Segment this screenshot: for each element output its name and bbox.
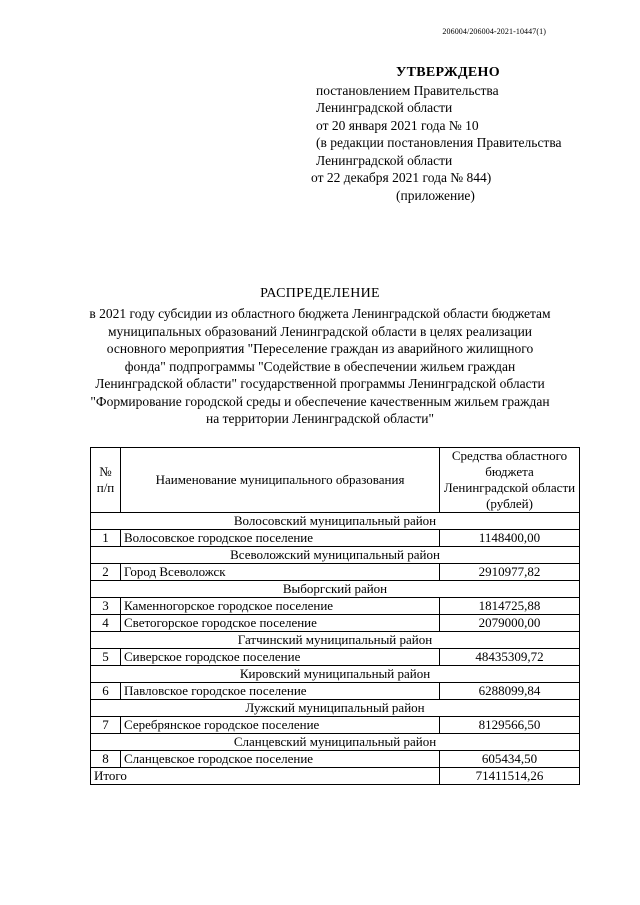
row-name: Сланцевское городское поселение (121, 751, 440, 768)
header-name: Наименование муниципального образования (121, 448, 440, 513)
district-row (91, 581, 580, 598)
document-title: РАСПРЕДЕЛЕНИЕ (260, 286, 380, 301)
approval-title: УТВЕРЖДЕНО (396, 65, 500, 80)
row-sum: 6288099,84 (440, 683, 580, 700)
district-name: Кировский муниципальный район (91, 666, 580, 683)
row-num: 5 (91, 649, 121, 666)
row-sum: 2910977,82 (440, 564, 580, 581)
approval-line: постановлением Правительства (316, 82, 499, 98)
header-sum: Средства областного бюджета Ленинградской области (рублей) (440, 448, 580, 513)
row-name: Серебрянское городское поселение (121, 717, 440, 734)
table-row (91, 564, 580, 581)
subtitle-line: в 2021 году субсидии из областного бюджета Ленинградской области бюджетам (89, 306, 551, 321)
header-num: № п/п (91, 448, 121, 513)
district-row (91, 734, 580, 751)
subtitle-line: на территории Ленинградской области" (206, 411, 434, 426)
table-row (91, 683, 580, 700)
subtitle-line: основного мероприятия "Переселение граждан из аварийного жилищного (106, 341, 534, 356)
row-num: 3 (91, 598, 121, 615)
row-num: 2 (91, 564, 121, 581)
row-sum: 8129566,50 (440, 717, 580, 734)
row-sum: 1814725,88 (440, 598, 580, 615)
row-name: Светогорское городское поселение (121, 615, 440, 632)
row-name: Каменногорское городское поселение (121, 598, 440, 615)
row-sum: 2079000,00 (440, 615, 580, 632)
district-name: Всеволожский муниципальный район (91, 547, 580, 564)
approval-line: (приложение) (396, 187, 475, 203)
total-row (91, 768, 580, 785)
district-row (91, 632, 580, 649)
district-name: Лужский муниципальный район (91, 700, 580, 717)
row-name: Сиверское городское поселение (121, 649, 440, 666)
table-row (91, 717, 580, 734)
row-num: 4 (91, 615, 121, 632)
row-num: 7 (91, 717, 121, 734)
approval-line: Ленинградской области (316, 100, 453, 115)
subtitle-line: фонда" подпрограммы "Содействие в обеспечении жильем граждан (124, 358, 516, 374)
district-row (91, 513, 580, 530)
row-sum: 605434,50 (440, 751, 580, 768)
subtitle-line: "Формирование городской среды и обеспечение качественным жильем граждан (90, 393, 550, 409)
district-name: Сланцевский муниципальный район (91, 734, 580, 751)
row-name: Павловское городское поселение (121, 683, 440, 700)
approval-line: от 20 января 2021 года № 10 (316, 117, 479, 133)
table-header-row (91, 448, 580, 513)
distribution-table (90, 447, 580, 785)
subtitle-line: муниципальных образований Ленинградской области в целях реализации (107, 323, 533, 339)
row-name: Город Всеволожск (121, 564, 440, 581)
table-row (91, 598, 580, 615)
district-row (91, 666, 580, 683)
subtitle-line: Ленинградской области" государственной программы Ленинградской области (95, 376, 545, 391)
row-sum: 48435309,72 (440, 649, 580, 666)
table-row (91, 615, 580, 632)
row-num: 1 (91, 530, 121, 547)
document-subtitle (86, 305, 554, 428)
district-row (91, 700, 580, 717)
document-code: 206004/206004-2021-10447(1) (442, 27, 546, 36)
district-row (91, 547, 580, 564)
approval-line: Ленинградской области (316, 152, 453, 168)
district-name: Гатчинский муниципальный район (91, 632, 580, 649)
district-name: Выборгский район (91, 581, 580, 598)
row-sum: 1148400,00 (440, 530, 580, 547)
total-label: Итого (91, 768, 440, 785)
approval-line: от 22 декабря 2021 года № 844) (311, 170, 492, 185)
row-name: Волосовское городское поселение (121, 530, 440, 547)
table-row (91, 751, 580, 768)
table-row (91, 530, 580, 547)
row-num: 8 (91, 751, 121, 768)
district-name: Волосовский муниципальный район (91, 513, 580, 530)
row-num: 6 (91, 683, 121, 700)
approval-block (311, 64, 616, 204)
table-row (91, 649, 580, 666)
approval-line: (в редакции постановления Правительства (316, 135, 562, 150)
total-sum: 71411514,26 (440, 768, 580, 785)
